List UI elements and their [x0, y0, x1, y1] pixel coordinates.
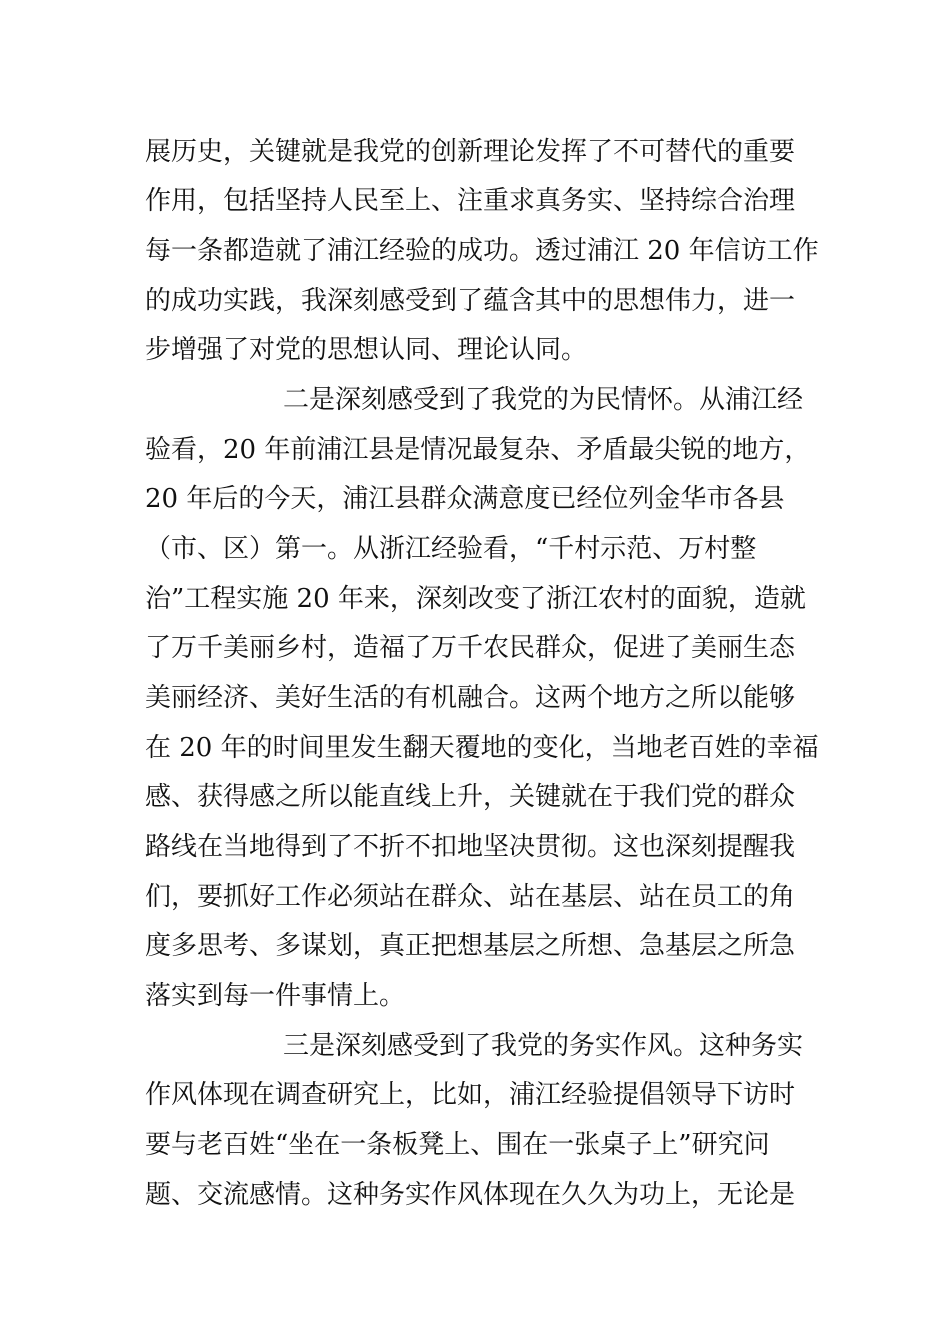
text-line: （市、区）第一。从浙江经验看，“千村示范、万村整 [145, 534, 757, 564]
text-line: 美丽经济、美好生活的有机融合。这两个地方之所以能够 [145, 683, 796, 713]
text-line: 路线在当地得到了不折不扣地坚决贯彻。这也深刻提醒我 [145, 832, 796, 862]
text-line: 感、获得感之所以能直线上升，关键就在于我们党的群众 [145, 782, 796, 812]
paragraph-first-line: 三是深刻感受到了我党的务实作风。这种务实 [283, 1031, 804, 1061]
text-line: 作风体现在调查研究上，比如，浦江经验提倡领导下访时 [145, 1080, 796, 1110]
text-line: 作用，包括坚持人民至上、注重求真务实、坚持综合治理 [145, 186, 796, 216]
text-line: 要与老百姓“坐在一条板凳上、围在一张桌子上”研究问 [145, 1130, 770, 1160]
text-line: 每一条都造就了浦江经验的成功。透过浦江 20 年信访工作 [145, 236, 819, 266]
text-line: 治”工程实施 20 年来，深刻改变了浙江农村的面貌，造就 [145, 584, 806, 614]
text-line: 的成功实践，我深刻感受到了蕴含其中的思想伟力，进一 [145, 286, 796, 316]
text-line: 们，要抓好工作必须站在群众、站在基层、站在员工的角 [145, 882, 796, 912]
text-line: 了万千美丽乡村，造福了万千农民群众，促进了美丽生态 [145, 633, 796, 663]
text-line: 题、交流感情。这种务实作风体现在久久为功上，无论是 [145, 1180, 796, 1210]
text-line: 20 年后的今天，浦江县群众满意度已经位列金华市各县 [145, 484, 785, 514]
text-line: 度多思考、多谋划，真正把想基层之所想、急基层之所急 [145, 931, 796, 961]
text-line: 步增强了对党的思想认同、理论认同。 [145, 335, 588, 365]
text-line: 落实到每一件事情上。 [145, 981, 406, 1011]
text-line: 验看，20 年前浦江县是情况最复杂、矛盾最尖锐的地方， [145, 435, 811, 465]
text-line: 在 20 年的时间里发生翻天覆地的变化，当地老百姓的幸福 [145, 733, 819, 763]
paragraph-first-line: 二是深刻感受到了我党的为民情怀。从浦江经 [283, 385, 804, 415]
text-line: 展历史，关键就是我党的创新理论发挥了不可替代的重要 [145, 137, 796, 167]
